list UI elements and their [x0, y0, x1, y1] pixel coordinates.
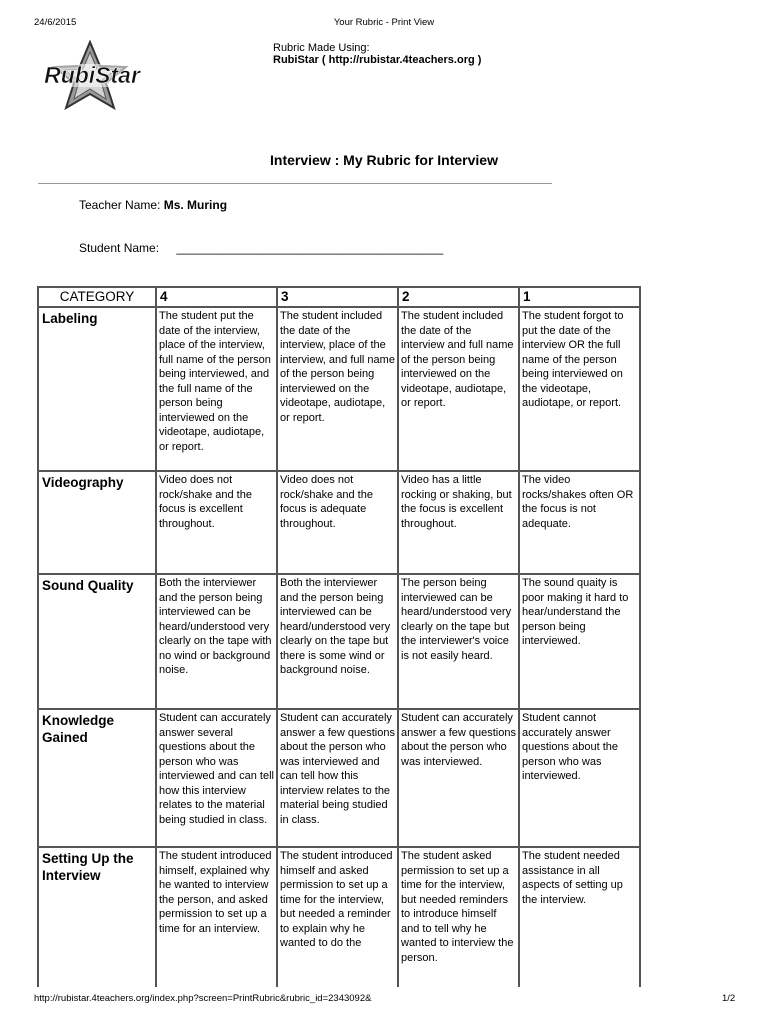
criteria-cell: Student can accurately answer a few questions about the person who was interviewed. — [398, 709, 519, 847]
criteria-cell: The student needed assistance in all aspects of setting up the interview. — [519, 847, 640, 987]
table-row — [38, 471, 640, 574]
criteria-cell: The student asked permission to set up a time for the interview, but needed reminders to introduce himself and to tell why he wanted to interview the person. — [398, 847, 519, 987]
rubistar-logo — [38, 40, 146, 112]
logo-wordmark — [38, 40, 146, 112]
criteria-cell: Both the interviewer and the person being interviewed can be heard/understood very clearly on the tape but there is some wind or background noise. — [277, 574, 398, 709]
header-level-4: 4 — [156, 287, 277, 307]
made-using-label: Rubric Made Using: — [273, 42, 370, 54]
print-page-title: Your Rubric - Print View — [333, 17, 435, 28]
criteria-cell: The student forgot to put the date of the interview OR the full name of the person being interviewed on the videotape, audiotape, or report. — [519, 307, 640, 471]
category-cell: Setting Up the Interview — [38, 847, 156, 987]
category-cell: Knowledge Gained — [38, 709, 156, 847]
criteria-cell: Student can accurately answer a few questions about the person who was interviewed and can tell how this interview relates to the material being studied in class. — [277, 709, 398, 847]
criteria-cell: Student cannot accurately answer questions about the person who was interviewed. — [519, 709, 640, 847]
table-row — [38, 307, 640, 471]
made-using-source: RubiStar ( http://rubistar.4teachers.org ) — [273, 54, 482, 66]
header-category: CATEGORY — [38, 287, 156, 307]
student-name-row — [79, 241, 443, 255]
header-row — [38, 287, 640, 307]
student-name-label: Student Name: — [79, 241, 160, 255]
teacher-name-label: Teacher Name: — [79, 198, 161, 212]
rubric-table — [37, 286, 641, 987]
criteria-cell: The student introduced himself and asked permission to set up a time for the interview, but needed a reminder to explain why he wanted to do the — [277, 847, 398, 987]
rubric-title: Interview : My Rubric for Interview — [270, 152, 498, 168]
criteria-cell: Video does not rock/shake and the focus is excellent throughout. — [156, 471, 277, 574]
category-cell: Videography — [38, 471, 156, 574]
table-row — [38, 709, 640, 847]
criteria-cell: The person being interviewed can be heard/understood very clearly on the tape but the interviewer's voice is not easily heard. — [398, 574, 519, 709]
teacher-name-value: Ms. Muring — [163, 198, 228, 212]
criteria-cell: The student included the date of the interview, place of the interview, and full name of the person being interviewed on the videotape, audiotape, or report. — [277, 307, 398, 471]
criteria-cell: The student introduced himself, explained why he wanted to interview the person, and asked permission to set up a time for an interview. — [156, 847, 277, 987]
table-row — [38, 574, 640, 709]
title-divider — [38, 183, 552, 184]
criteria-cell: Video has a little rocking or shaking, but the focus is excellent throughout. — [398, 471, 519, 574]
header-level-2: 2 — [398, 287, 519, 307]
table-row — [38, 847, 640, 987]
category-cell: Sound Quality — [38, 574, 156, 709]
print-date: 24/6/2015 — [34, 17, 77, 28]
student-name-blank: ________________________________________ — [176, 241, 444, 255]
teacher-name-row — [79, 198, 227, 212]
print-page-number: 1/2 — [722, 993, 736, 1004]
criteria-cell: Both the interviewer and the person being interviewed can be heard/understood very clearly on the tape with no wind or background noise. — [156, 574, 277, 709]
criteria-cell: The student put the date of the interview, place of the interview, full name of the person being interviewed, and the full name of the person being interviewed on the videotape, audiotape, or report. — [156, 307, 277, 471]
criteria-cell: Video does not rock/shake and the focus is adequate throughout. — [277, 471, 398, 574]
criteria-cell: The video rocks/shakes often OR the focus is not adequate. — [519, 471, 640, 574]
print-url: http://rubistar.4teachers.org/index.php?screen=PrintRubric&rubric_id=2343092& — [34, 993, 372, 1004]
category-cell: Labeling — [38, 307, 156, 471]
criteria-cell: The sound quaity is poor making it hard to hear/understand the person being interviewed. — [519, 574, 640, 709]
criteria-cell: The student included the date of the interview and full name of the person being interviewed on the videotape, audiotape, or report. — [398, 307, 519, 471]
header-level-3: 3 — [277, 287, 398, 307]
header-level-1: 1 — [519, 287, 640, 307]
criteria-cell: Student can accurately answer several questions about the person who was interviewed and can tell how this interview relates to the material being studied in class. — [156, 709, 277, 847]
svg-text:RubiStar: RubiStar — [44, 62, 140, 88]
